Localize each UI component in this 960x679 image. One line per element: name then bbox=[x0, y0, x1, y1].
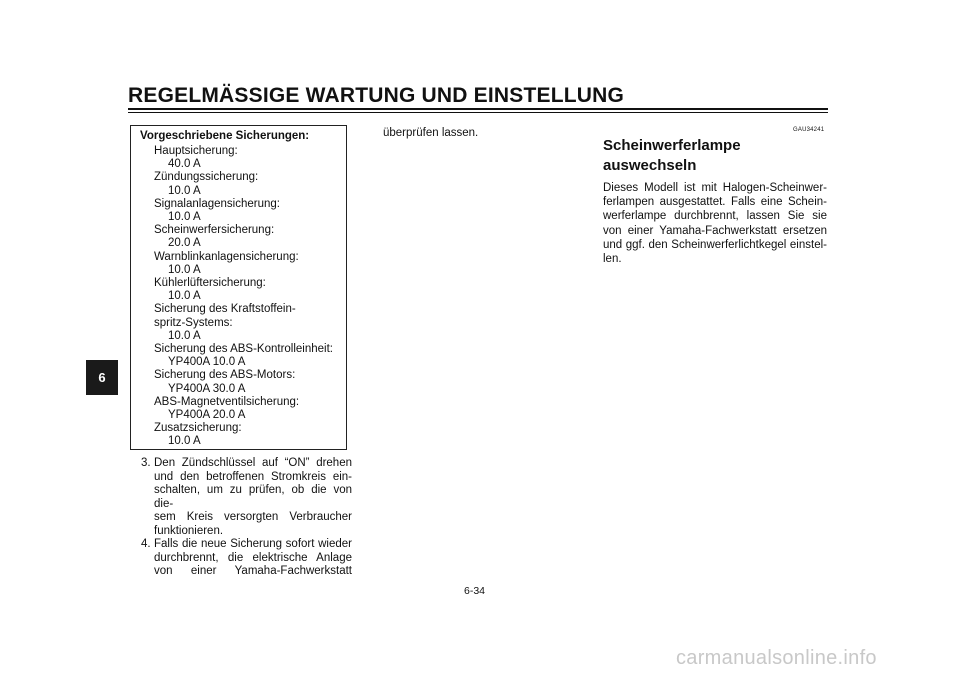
header-rule-thin bbox=[128, 112, 828, 113]
step-text-line: durchbrennt, die elektrische Anlage bbox=[154, 551, 352, 564]
step-number: 4. bbox=[141, 538, 151, 550]
fuse-spec-line: Signalanlagensicherung: bbox=[154, 197, 280, 210]
section-body: Dieses Modell ist mit Halogen-Scheinwerferlampen ausgestattet. Falls eine Scheinwerferlampe durchbrennt, lassen Sie sie von einer Yamaha-Fachwerkstatt ersetzen und ggf. den Scheinwerferlichtkegel einstellen. bbox=[603, 182, 827, 266]
step-text-line: Den Zündschlüssel auf “ON” drehen bbox=[154, 457, 352, 469]
fuse-spec-line: YP400A 30.0 A bbox=[168, 382, 246, 395]
fuse-spec-line: Zusatzsicherung: bbox=[154, 422, 242, 435]
fuse-spec-line: Hauptsicherung: bbox=[154, 145, 238, 157]
fuse-spec-line: YP400A 20.0 A bbox=[168, 409, 246, 421]
step-text-line: Falls die neue Sicherung sofort wieder bbox=[154, 538, 352, 550]
fuse-spec-line: 40.0 A bbox=[168, 158, 201, 171]
watermark: carmanualsonline.info bbox=[676, 647, 877, 669]
step-text-line: funktionieren. bbox=[154, 524, 224, 537]
fuse-spec-line: 10.0 A bbox=[168, 329, 201, 342]
fuse-spec-line: Sicherung des ABS-Motors: bbox=[154, 369, 296, 382]
page-title: REGELMÄSSIGE WARTUNG UND EINSTELLUNG bbox=[128, 84, 625, 107]
fuse-spec-line: 20.0 A bbox=[168, 237, 201, 250]
fuse-spec-line: 10.0 A bbox=[168, 290, 201, 303]
fuse-spec-line: spritz-Systems: bbox=[154, 316, 233, 329]
fuse-spec-heading: Vorgeschriebene Sicherungen: bbox=[140, 130, 310, 142]
fuse-spec-line: 10.0 A bbox=[168, 263, 201, 276]
step-list bbox=[141, 457, 352, 579]
step-item bbox=[141, 457, 352, 538]
fuse-spec-line: Kühlerlüftersicherung: bbox=[154, 277, 266, 289]
step-text-line: von einer Yamaha-Fachwerkstatt bbox=[154, 565, 352, 577]
step-number: 3. bbox=[141, 457, 151, 469]
header-rule-thick bbox=[128, 108, 828, 110]
fuse-spec-line: Warnblinkanlagensicherung: bbox=[154, 250, 299, 263]
reference-code: GAU34241 bbox=[793, 127, 825, 133]
fuse-spec-line: ABS-Magnetventilsicherung: bbox=[154, 395, 300, 408]
fuse-spec-line: 10.0 A bbox=[168, 435, 201, 448]
step-text-line: schalten, um zu prüfen, ob die von die- bbox=[154, 484, 352, 510]
step-item bbox=[141, 538, 352, 579]
middle-column-text: überprüfen lassen. bbox=[383, 127, 479, 139]
step-text-line: sem Kreis versorgten Verbraucher bbox=[154, 511, 352, 523]
fuse-spec-line: 10.0 A bbox=[168, 211, 201, 223]
page-number: 6-34 bbox=[464, 585, 486, 597]
section-title-line: Scheinwerferlampe bbox=[603, 137, 741, 154]
fuse-spec-line: 10.0 A bbox=[168, 184, 201, 197]
fuse-spec-line: Zündungssicherung: bbox=[154, 171, 259, 184]
chapter-tab: 6 bbox=[86, 360, 118, 395]
fuse-spec-line: Sicherung des ABS-Kontrolleinheit: bbox=[154, 343, 333, 355]
section-title bbox=[603, 136, 803, 176]
section-title-line: auswechseln bbox=[603, 157, 697, 174]
step-text-line: und den betroffenen Stromkreis ein- bbox=[154, 470, 352, 483]
fuse-spec-line: Sicherung des Kraftstoffein- bbox=[154, 303, 296, 316]
fuse-spec-line: Scheinwerfersicherung: bbox=[154, 224, 275, 237]
fuse-spec-line: YP400A 10.0 A bbox=[168, 356, 246, 369]
